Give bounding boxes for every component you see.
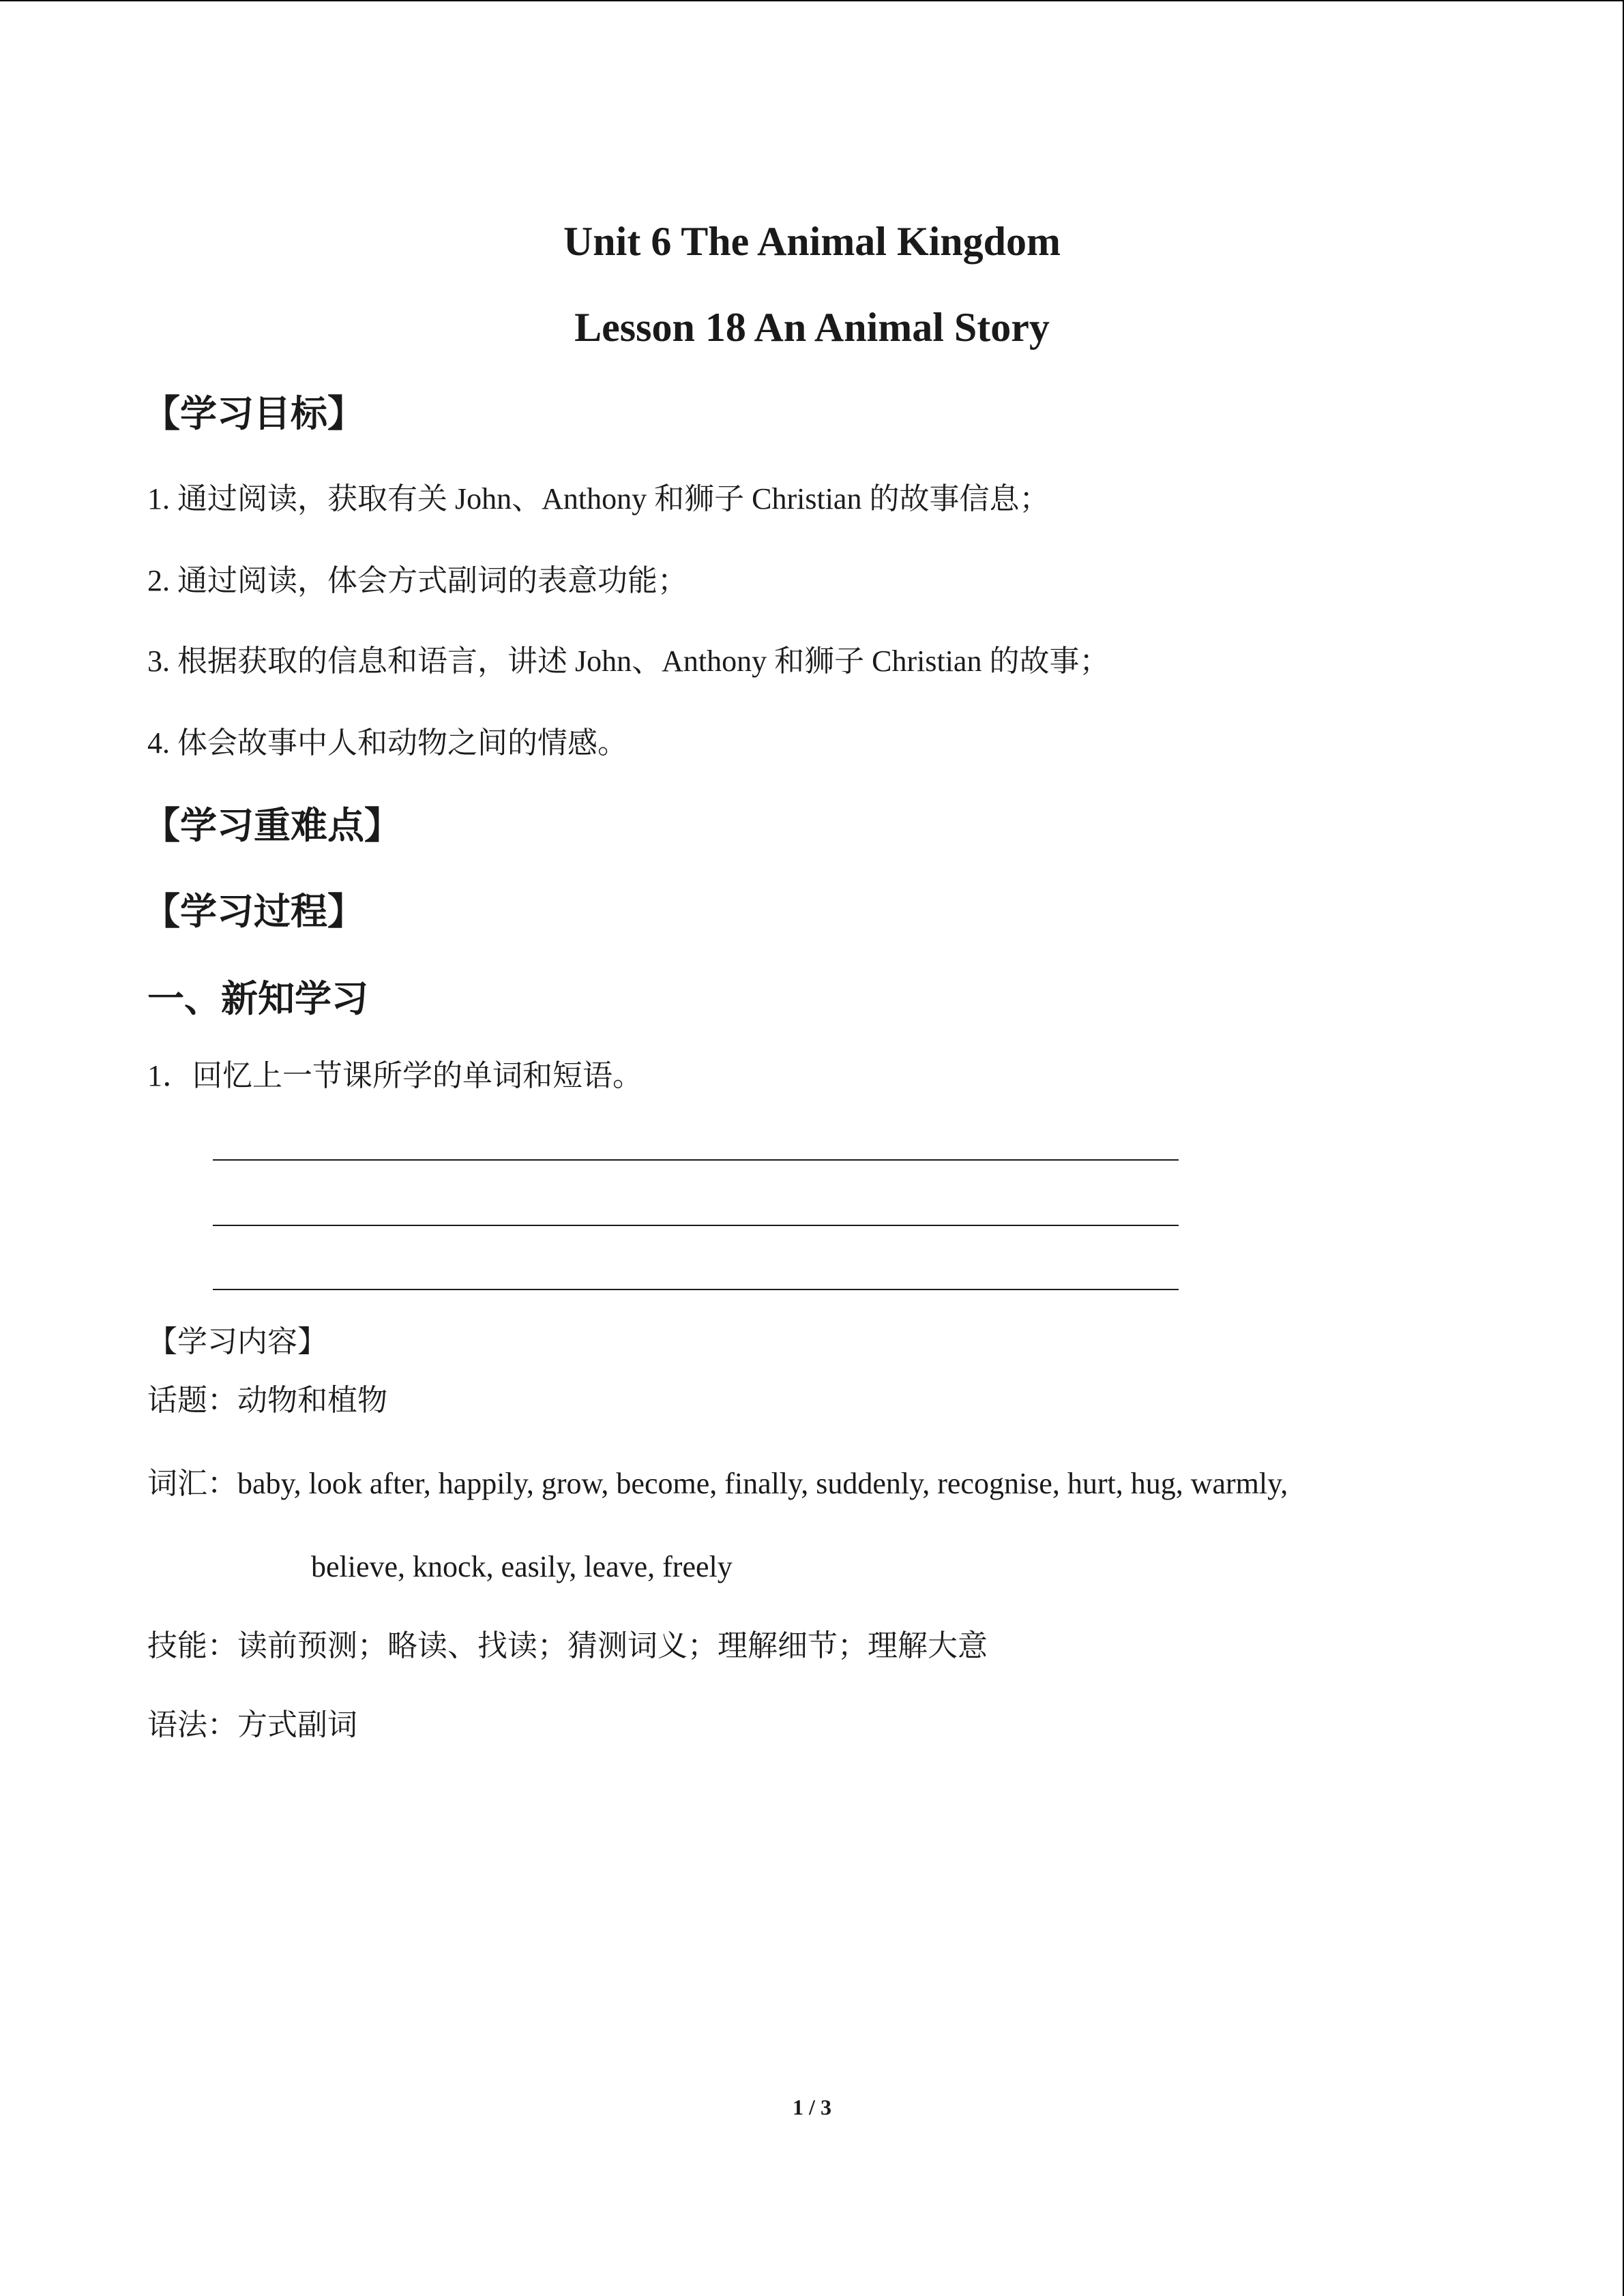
answer-line[interactable] [213,1159,1179,1161]
unit-title: Unit 6 The Animal Kingdom [563,219,1061,264]
process-heading: 【学习过程】 [143,891,364,932]
answer-line[interactable] [213,1225,1179,1226]
goal-item: 4. 体会故事中人和动物之间的情感。 [147,726,628,760]
goal-item: 1. 通过阅读，获取有关 John、Anthony 和狮子 Christian 的故事信息； [147,482,1050,516]
lesson-title: Lesson 18 An Animal Story [574,305,1050,350]
grammar-row: 语法：方式副词 [147,1708,357,1742]
goals-heading: 【学习目标】 [143,393,364,434]
vocabulary-row: 词汇：baby, look after, happily, grow, become, finally, suddenly, recognise, hurt, hug, warmly, [147,1467,1288,1500]
answer-line[interactable] [213,1289,1179,1290]
skills-row: 技能：读前预测；略读、找读；猜测词义；理解细节；理解大意 [147,1629,988,1663]
key-points-heading: 【学习重难点】 [143,805,401,846]
topic-row: 话题：动物和植物 [147,1384,387,1417]
goal-item: 2. 通过阅读，体会方式副词的表意功能； [147,564,688,597]
new-learning-heading: 一、新知学习 [147,979,368,1019]
goal-item: 3. 根据获取的信息和语言，讲述 John、Anthony 和狮子 Christian 的故事； [147,644,1110,678]
task-instruction: 1．回忆上一节课所学的单词和短语。 [147,1059,643,1092]
vocabulary-row-continued: believe, knock, easily, leave, freely [311,1550,733,1583]
content-heading: 【学习内容】 [147,1325,327,1358]
page-number: 1 / 3 [793,2095,831,2119]
